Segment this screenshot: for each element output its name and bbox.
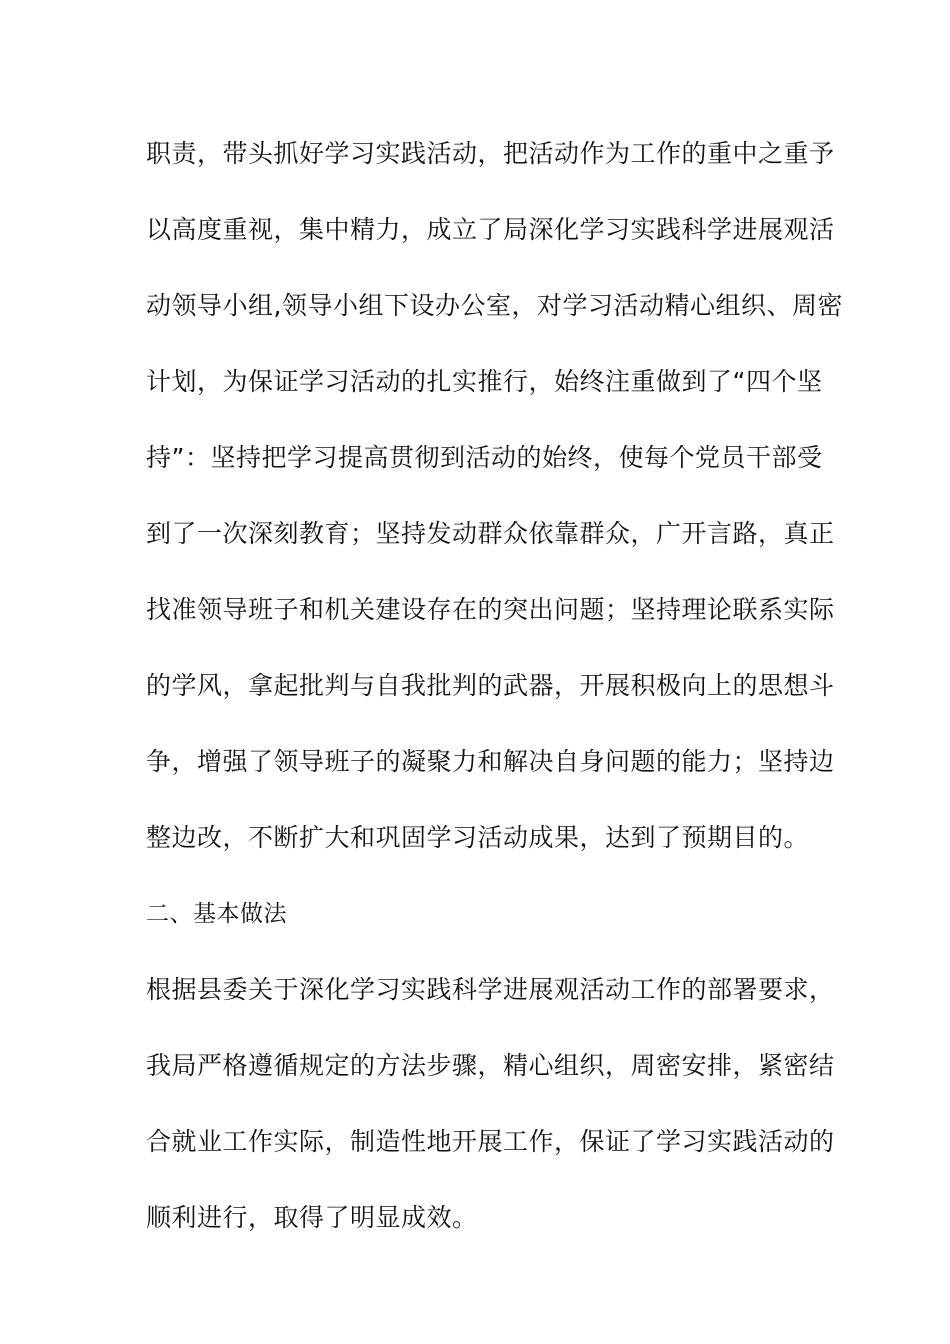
paragraph-line: 整边改，不断扩大和巩固学习活动成果，达到了预期目的。 <box>146 823 810 852</box>
paragraph-line: 动领导小组,领导小组下设办公室，对学习活动精心组织、周密 <box>146 291 843 320</box>
paragraph-line: 找准领导班子和机关建设存在的突出问题；坚持理论联系实际 <box>146 595 835 624</box>
paragraph-line: 到了一次深刻教育；坚持发动群众依靠群众，广开言路，真正 <box>146 519 835 548</box>
paragraph-line: 顺利进行，取得了明显成效。 <box>146 1203 478 1232</box>
paragraph-line: 根据县委关于深化学习实践科学进展观活动工作的部署要求， <box>146 975 835 1004</box>
paragraph-line: 职责，带头抓好学习实践活动，把活动作为工作的重中之重予 <box>146 139 835 168</box>
document-body <box>146 128 843 1268</box>
paragraph-line: 持”：坚持把学习提高贯彻到活动的始终，使每个党员干部受 <box>146 443 823 472</box>
paragraph-line: 争，增强了领导班子的凝聚力和解决自身问题的能力；坚持边 <box>146 747 835 776</box>
paragraph-line: 合就业工作实际，制造性地开展工作，保证了学习实践活动的 <box>146 1127 835 1156</box>
paragraph-line: 我局严格遵循规定的方法步骤，精心组织，周密安排，紧密结 <box>146 1051 835 1080</box>
paragraph-line: 的学风，拿起批判与自我批判的武器，开展积极向上的思想斗 <box>146 671 835 700</box>
paragraph-line: 以高度重视，集中精力，成立了局深化学习实践科学进展观活 <box>146 215 835 244</box>
paragraph-line: 计划，为保证学习活动的扎实推行，始终注重做到了“四个坚 <box>146 367 823 396</box>
section-heading: 二、基本做法 <box>146 901 287 927</box>
